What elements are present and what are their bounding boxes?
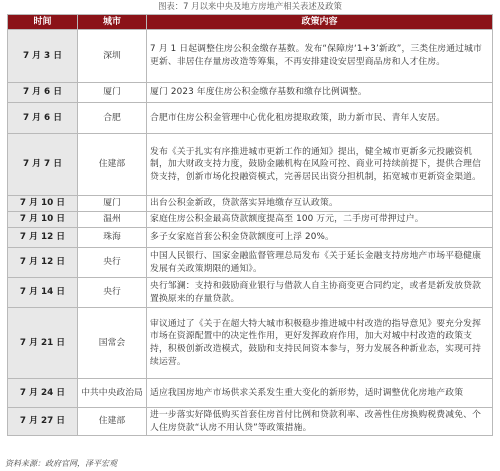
row-content: 厦门 2023 年度住房公积金缴存基数和缴存比例调整。: [147, 83, 493, 103]
row-content: 家庭住房公积金最高贷款额度提高至 100 万元，二手房可带押过户。: [147, 212, 493, 228]
row-content: 出台公积金新政，贷款落实异地缴存互认政策。: [147, 196, 493, 212]
row-city: 央行: [78, 278, 147, 308]
row-date: 7 月 6 日: [8, 103, 78, 134]
header-content: 政策内容: [147, 15, 493, 30]
table-row: [8, 134, 493, 196]
policy-table: [7, 14, 493, 436]
table-row: [8, 103, 493, 134]
source-note: 资料来源：政府官网，泽平宏观: [5, 459, 117, 468]
row-date: 7 月 7 日: [8, 134, 78, 196]
row-city: 国常会: [78, 308, 147, 379]
table-row: [8, 212, 493, 228]
row-date: 7 月 21 日: [8, 308, 78, 379]
row-city: 厦门: [78, 196, 147, 212]
row-city: 住建部: [78, 134, 147, 196]
row-date: 7 月 10 日: [8, 212, 78, 228]
row-city: 深圳: [78, 30, 147, 83]
row-content: 多子女家庭首套公积金贷款额度可上浮 20%。: [147, 228, 493, 248]
row-date: 7 月 27 日: [8, 408, 78, 436]
table-title: 图表：7 月以来中央及地方房地产相关表述及政策: [158, 1, 342, 11]
row-content: 发布《关于扎实有序推进城市更新工作的通知》提出，健全城市更新多元投融资机制，加大财政支持力度，鼓励金融机构在风险可控、商业可持续前提下，提供合理信贷支持，创新市场化投融资模式，完善居民出资分担机制，拓宽城市更新资金渠道。: [147, 134, 493, 196]
row-city: 温州: [78, 212, 147, 228]
row-date: 7 月 12 日: [8, 228, 78, 248]
row-date: 7 月 10 日: [8, 196, 78, 212]
row-content: 适应我国房地产市场供求关系发生重大变化的新形势，适时调整优化房地产政策: [147, 379, 493, 408]
row-city: 中共中央政治局: [78, 379, 147, 408]
header-time: 时间: [8, 15, 78, 30]
row-content: 央行邹澜：支持和鼓励商业银行与借款人自主协商变更合同约定，或者是新发放贷款置换原来的存量贷款。: [147, 278, 493, 308]
table-row: [8, 30, 493, 83]
row-city: 珠海: [78, 228, 147, 248]
table-row: [8, 308, 493, 379]
row-content: 中国人民银行、国家金融监督管理总局发布《关于延长金融支持房地产市场平稳健康发展有关政策期限的通知》。: [147, 248, 493, 278]
row-content: 审议通过了《关于在超大特大城市积极稳步推进城中村改造的指导意见》要充分发挥市场在资源配置中的决定性作用，更好发挥政府作用，加大对城中村改造的政策支持，积极创新改造模式，鼓励和支持民间资本参与，努力发展各种新业态，实现可持续运营。: [147, 308, 493, 379]
row-content: 进一步落实好降低购买首套住房首付比例和贷款利率、改善性住房换购税费减免、个人住房贷款“认房不用认贷”等政策措施。: [147, 408, 493, 436]
row-city: 厦门: [78, 83, 147, 103]
row-content: 合肥市住房公积金管理中心优化租房提取政策，助力新市民、青年人安居。: [147, 103, 493, 134]
row-content: 7 月 1 日起调整住房公积金缴存基数。发布“保障房‘1+3’新政”，三类住房通过城市更新、非居住存量房改造等筹集，不再安排建设安居型商品房和人才住房。: [147, 30, 493, 83]
table-row: [8, 248, 493, 278]
row-date: 7 月 6 日: [8, 83, 78, 103]
table-row: [8, 196, 493, 212]
table-row: [8, 408, 493, 436]
table-header-row: [8, 15, 493, 30]
table-row: [8, 278, 493, 308]
table-row: [8, 379, 493, 408]
row-city: 央行: [78, 248, 147, 278]
row-date: 7 月 24 日: [8, 379, 78, 408]
row-city: 合肥: [78, 103, 147, 134]
table-row: [8, 83, 493, 103]
row-date: 7 月 3 日: [8, 30, 78, 83]
table-row: [8, 228, 493, 248]
row-city: 住建部: [78, 408, 147, 436]
row-date: 7 月 14 日: [8, 278, 78, 308]
row-date: 7 月 12 日: [8, 248, 78, 278]
header-city: 城市: [78, 15, 147, 30]
